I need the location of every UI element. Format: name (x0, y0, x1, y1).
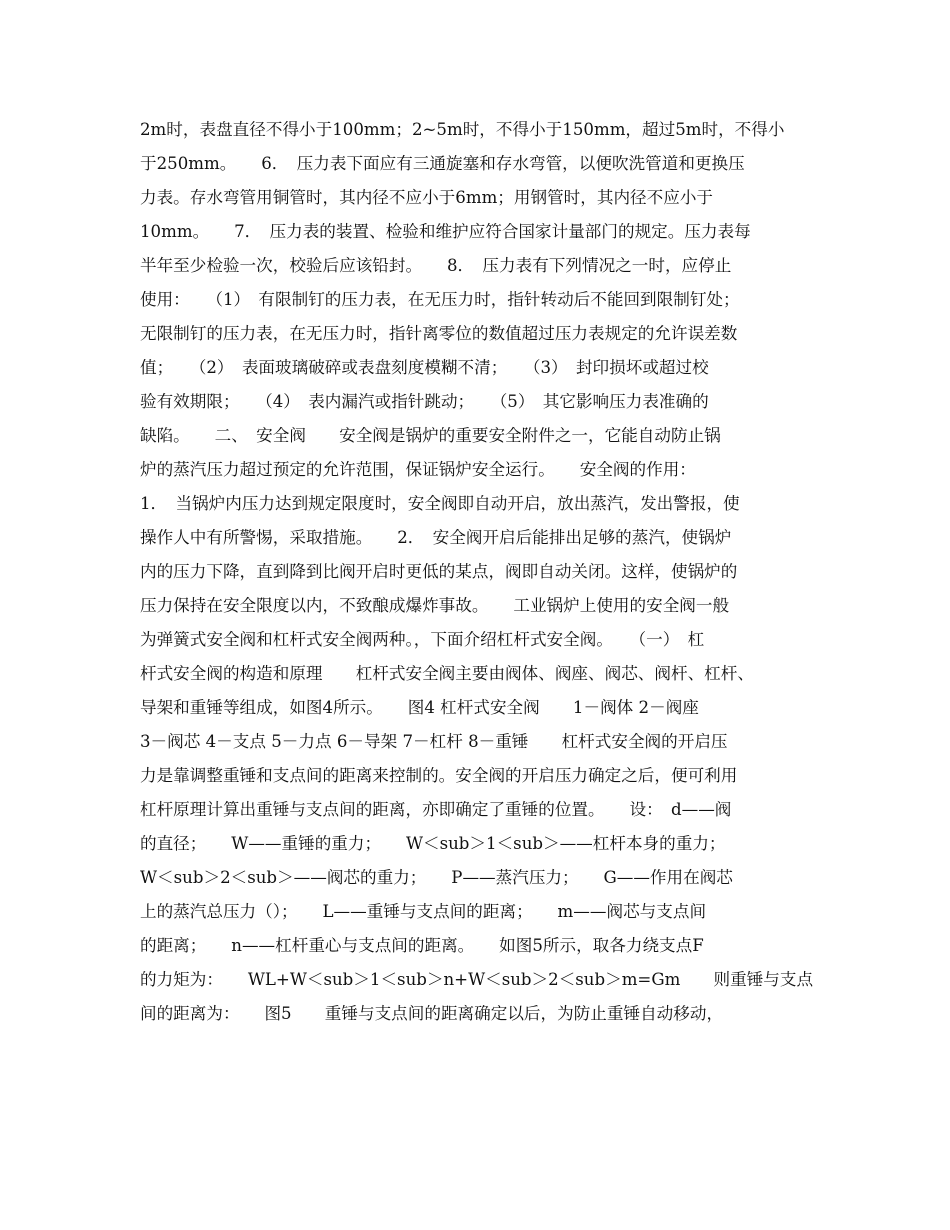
text-line: 于250mm。 6． 压力表下面应有三通旋塞和存水弯管，以便吹洗管道和更换压 (140, 154, 745, 173)
text-line: 值； （2） 表面玻璃破碎或表盘刻度模糊不清； （3） 封印损坏或超过校 (140, 358, 709, 377)
text-line: 力表。存水弯管用铜管时，其内径不应小于6mm；用钢管时，其内径不应小于 (140, 188, 714, 207)
text-line: 杠杆原理计算出重锤与支点间的距离，亦即确定了重锤的位置。 设： d——阀 (140, 800, 732, 819)
text-line: 力是靠调整重锤和支点间的距离来控制的。安全阀的开启压力确定之后，便可利用 (140, 766, 738, 785)
text-line: 的直径； W——重锤的重力； W＜sub＞1＜sub＞——杠杆本身的重力； (140, 834, 726, 853)
text-line: 上的蒸汽总压力（）； L——重锤与支点间的距离； m——阀芯与支点间 (140, 902, 707, 921)
text-line: 2m时，表盘直径不得小于100mm；2~5m时，不得小于150mm，超过5m时，不得小 (140, 120, 785, 139)
text-line: 缺陷。 二、 安全阀 安全阀是锅炉的重要安全附件之一，它能自动防止锅 (140, 426, 721, 445)
text-line: 压力保持在安全限度以内，不致酿成爆炸事故。 工业锅炉上使用的安全阀一般 (140, 596, 730, 615)
text-line: W＜sub＞2＜sub＞——阀芯的重力； P——蒸汽压力； G——作用在阀芯 (140, 868, 733, 887)
text-line: 导架和重锤等组成，如图4所示。 图4 杠杆式安全阀 1－阀体 2－阀座 (140, 698, 699, 717)
text-line: 验有效期限； （4） 表内漏汽或指针跳动； （5） 其它影响压力表准确的 (140, 392, 709, 411)
text-line: 内的压力下降，直到降到比阀开启时更低的某点，阀即自动关闭。这样，使锅炉的 (140, 562, 738, 581)
text-line: 炉的蒸汽压力超过预定的允许范围，保证锅炉安全运行。 安全阀的作用： (140, 460, 696, 479)
text-line: 半年至少检验一次，校验后应该铅封。 8． 压力表有下列情况之一时，应停止 (140, 256, 732, 275)
text-line: 的力矩为： WL+W＜sub＞1＜sub＞n+W＜sub＞2＜sub＞m=Gm 则重锤与支点 (140, 970, 814, 989)
text-line: 无限制钉的压力表，在无压力时，指针离零位的数值超过压力表规定的允许误差数 (140, 324, 738, 343)
text-line: 10mm。 7． 压力表的装置、检验和维护应符合国家计量部门的规定。压力表每 (140, 222, 751, 241)
text-line: 使用： （1） 有限制钉的压力表，在无压力时，指针转动后不能回到限制钉处； (140, 290, 740, 309)
text-line: 操作人中有所警惕，采取措施。 2． 安全阀开启后能排出足够的蒸汽，使锅炉 (140, 528, 732, 547)
body-text (140, 113, 816, 1031)
text-line: 杆式安全阀的构造和原理 杠杆式安全阀主要由阀体、阀座、阀芯、阀杆、杠杆、 (140, 664, 754, 683)
text-line: 间的距离为： 图5 重锤与支点间的距离确定以后，为防止重锤自动移动， (140, 1004, 724, 1023)
text-line: 的距离； n——杠杆重心与支点间的距离。 如图5所示，取各力绕支点F (140, 936, 704, 955)
text-line: 3－阀芯 4－支点 5－力点 6－导架 7－杠杆 8－重锤 杠杆式安全阀的开启压 (140, 732, 728, 751)
text-line: 1． 当锅炉内压力达到规定限度时，安全阀即自动开启，放出蒸汽，发出警报，使 (140, 494, 740, 513)
text-line: 为弹簧式安全阀和杠杆式安全阀两种。，下面介绍杠杆式安全阀。 （一） 杠 (140, 630, 705, 649)
